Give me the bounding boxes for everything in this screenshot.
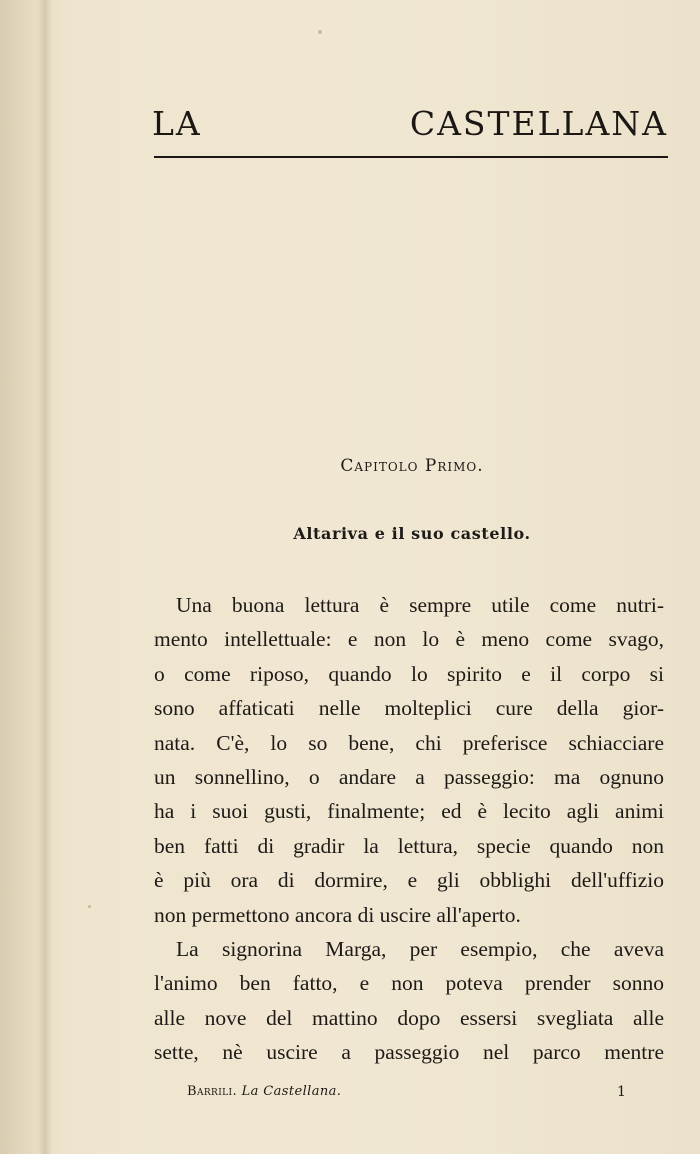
text-line: sono affaticati nelle molteplici cure della gior- <box>154 696 664 721</box>
body-text <box>154 588 664 1069</box>
text-line: ha i suoi gusti, finalmente; ed è lecito agli animi <box>154 799 664 824</box>
footer-author: Barrili. <box>187 1084 238 1099</box>
text-line: un sonnellino, o andare a passeggio: ma ognuno <box>154 764 664 789</box>
text-line: alle nove del mattino dopo essersi svegliata alle <box>154 1005 664 1030</box>
chapter-title: Capitolo Primo. <box>340 456 484 476</box>
page-header-title: LA CASTELLANA <box>152 104 668 143</box>
paper-speck <box>318 30 322 34</box>
text-line: nata. C'è, lo so bene, chi preferisce schiacciare <box>154 730 664 755</box>
paper-speck <box>88 905 91 908</box>
signature-mark: 1 <box>617 1084 626 1100</box>
text-line: Una buona lettura è sempre utile come nutri- <box>176 593 664 617</box>
footer-book-title: La Castellana. <box>241 1084 342 1099</box>
text-line: La signorina Marga, per esempio, che aveva <box>176 936 664 961</box>
text-line: sette, nè uscire a passeggio nel parco mentre <box>154 1040 664 1065</box>
text-line: o come riposo, quando lo spirito e il corpo si <box>154 661 664 686</box>
header-rule <box>154 156 668 158</box>
text-line: non permettono ancora di uscire all'aperto. <box>154 902 521 927</box>
text-line: mento intellettuale: e non lo è meno come svago, <box>154 627 664 652</box>
page-footer-running-title <box>187 1084 341 1099</box>
text-line: è più ora di dormire, e gli obblighi dell'uffizio <box>154 868 664 893</box>
text-line: ben fatti di gradir la lettura, specie quando non <box>154 833 664 858</box>
text-line: l'animo ben fatto, e non poteva prender sonno <box>154 971 664 996</box>
page-gutter <box>38 0 52 1154</box>
section-title: Altariva e il suo castello. <box>293 524 531 543</box>
